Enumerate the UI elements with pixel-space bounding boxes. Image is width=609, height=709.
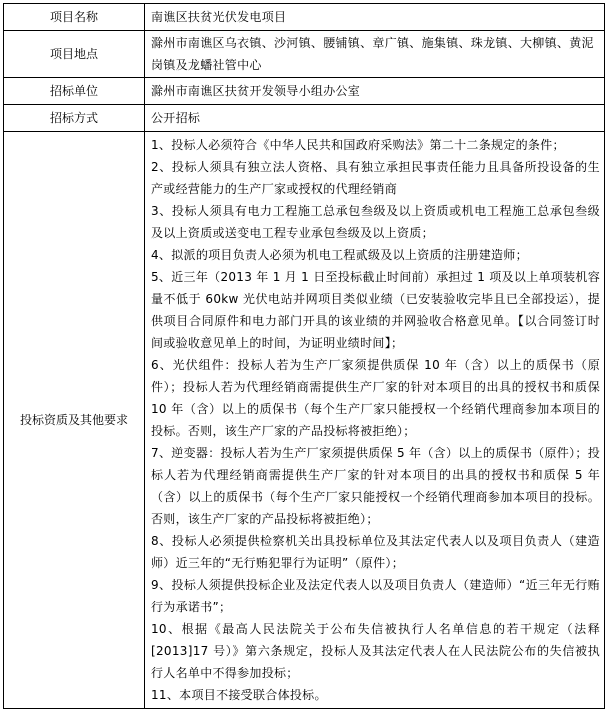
requirement-item-11: 11、本项目不接受联合体投标。 [151, 688, 327, 702]
requirement-item-10: 10、根据《最高人民法院关于公布失信被执行人名单信息的若干规定（法释[2013]17 号）》第六条规定，投标人及其法定代表人在人民法院公布的失信被执行人名单中不得参加投标； [151, 622, 600, 680]
tendering-unit-label: 招标单位 [4, 78, 145, 105]
project-name-value: 南谯区扶贫光伏发电项目 [145, 4, 605, 31]
tendering-method-value: 公开招标 [145, 105, 605, 132]
project-name-label: 项目名称 [4, 4, 145, 31]
project-location-value: 滁州市南谯区乌衣镇、沙河镇、腰铺镇、章广镇、施集镇、珠龙镇、大柳镇、黄泥岗镇及龙蟠社管中心 [145, 31, 605, 78]
requirement-item-6: 6、光伏组件：投标人若为生产厂家须提供质保 10 年（含）以上的质保书（原件）；投标人若为代理经销商需提供生产厂家的针对本项目的出具的授权书和质保 10 年（含）以上的质保书（每个生产厂家只能授权一个经销代理商参加本项目的投标。否则，该生产厂家的产品投标将被拒绝）； [151, 358, 600, 438]
requirement-item-5: 5、近三年（2013 年 1 月 1 日至投标截止时间前）承担过 1 项及以上单项装机容量不低于 60kw 光伏电站并网项目类似业绩（已安装验收完毕且已全部投运），提供项目合同原件和电力部门开具的该业绩的并网验收合格意见单。【以合同签订时间或验收意见单上的时间，为证明业绩时间】； [151, 270, 600, 350]
requirement-item-8: 8、投标人必须提供检察机关出具投标单位及其法定代表人以及项目负责人（建造师）近三年的“无行贿犯罪行为证明”（原件）； [151, 534, 600, 570]
requirements-label: 投标资质及其他要求 [4, 132, 145, 709]
requirement-item-2: 2、投标人须具有独立法人资格、具有独立承担民事责任能力且具备所投设备的生产或经营能力的生产厂家或授权的代理经销商 [151, 160, 600, 196]
project-location-label: 项目地点 [4, 31, 145, 78]
table-row-tendering-method [4, 105, 605, 132]
table-row-tendering-unit [4, 78, 605, 105]
requirement-item-7: 7、逆变器：投标人若为生产厂家须提供质保 5 年（含）以上的质保书（原件）；投标人若为代理经销商需提供生产厂家的针对本项目的出具的授权书和质保 5 年（含）以上的质保书（每个生产厂家只能授权一个经销代理商参加本项目的投标。否则，该生产厂家的产品投标将被拒绝）； [151, 446, 600, 526]
tendering-unit-value: 滁州市南谯区扶贫开发领导小组办公室 [145, 78, 605, 105]
requirement-item-9: 9、投标人须提供投标企业及法定代表人以及项目负责人（建造师）“近三年无行贿行为承诺书”； [151, 578, 600, 614]
requirement-item-1: 1、投标人必须符合《中华人民共和国政府采购法》第二十二条规定的条件； [151, 138, 565, 152]
requirement-item-3: 3、投标人须具有电力工程施工总承包叁级及以上资质或机电工程施工总承包叁级及以上资质或送变电工程专业承包叁级及以上资质； [151, 204, 600, 240]
table-row-project-name [4, 4, 605, 31]
table-row-requirements [4, 132, 605, 709]
requirement-item-4: 4、拟派的项目负责人必须为机电工程贰级及以上资质的注册建造师； [151, 248, 528, 262]
table-row-project-location [4, 31, 605, 78]
requirements-list [145, 132, 605, 709]
bid-info-table [3, 3, 605, 709]
tendering-method-label: 招标方式 [4, 105, 145, 132]
